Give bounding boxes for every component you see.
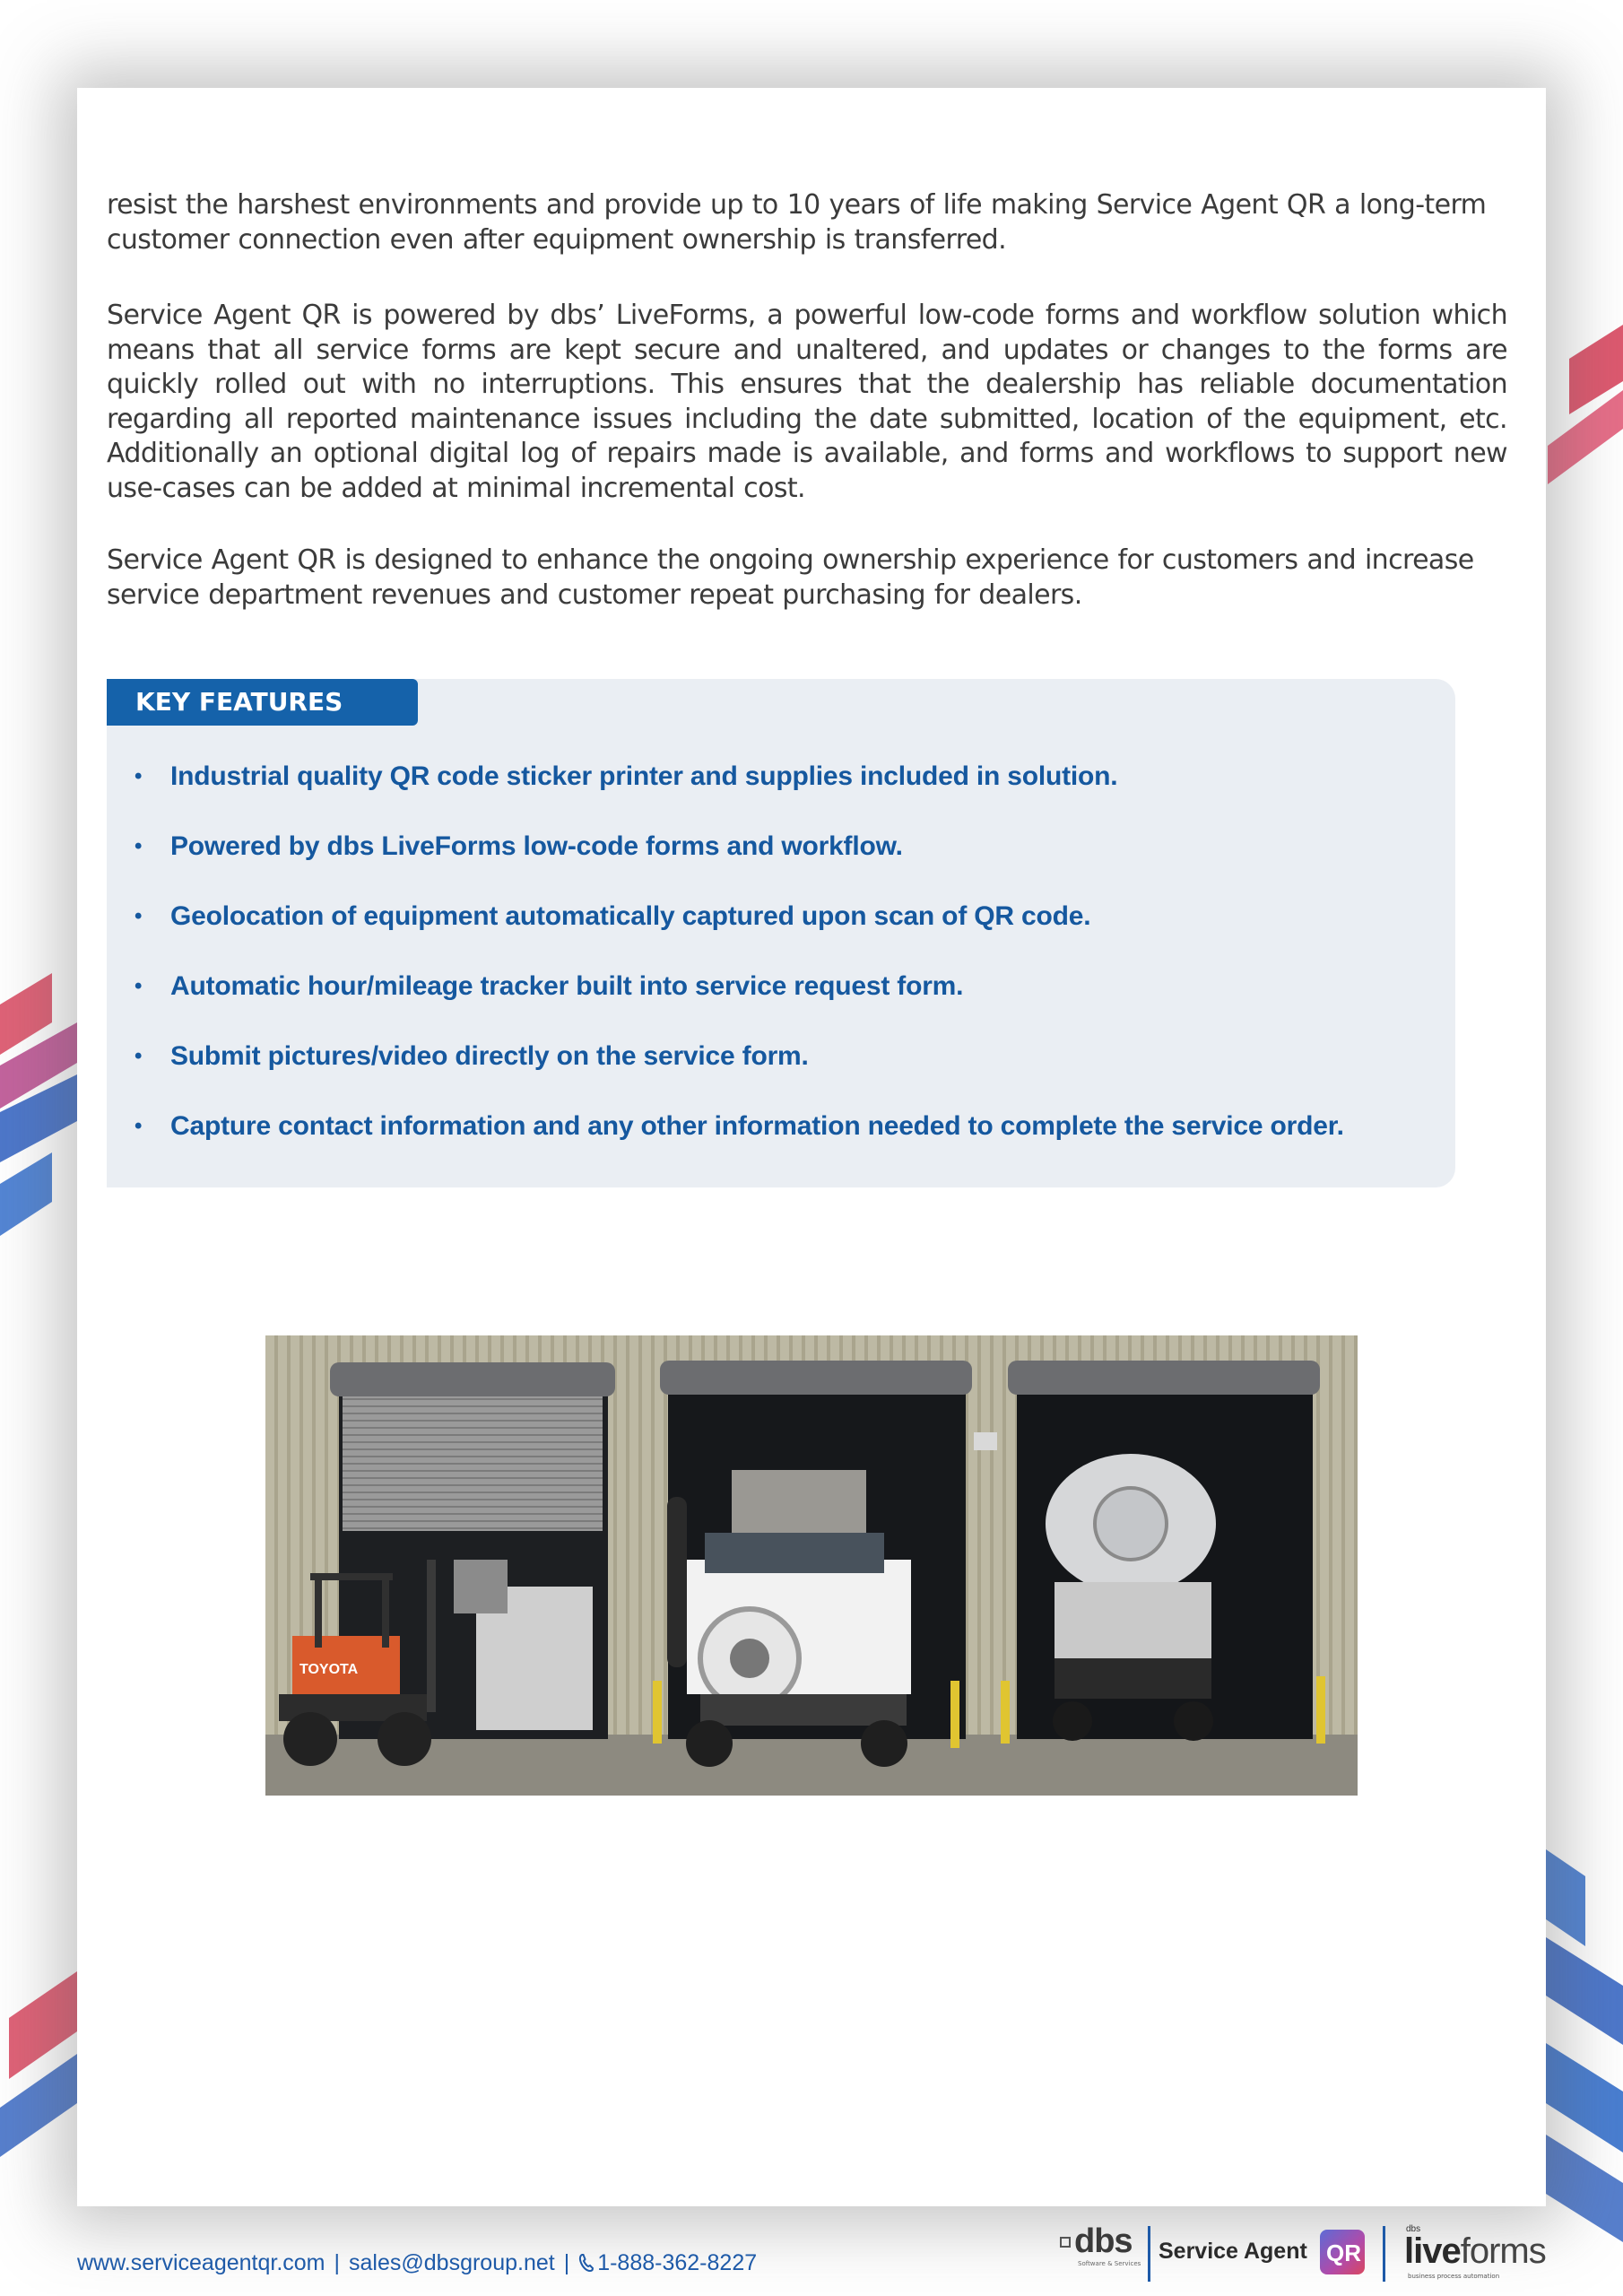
- feature-text: Capture contact information and any other information needed to complete the service order.: [170, 1111, 1344, 1141]
- dbs-logo-glyph: [1060, 2237, 1071, 2248]
- phone-link[interactable]: 1-888-362-8227: [597, 2249, 758, 2275]
- bullet-icon: •: [135, 834, 143, 858]
- feature-text: Submit pictures/video directly on the service form.: [170, 1041, 809, 1071]
- liveforms-logo-forms: forms: [1460, 2231, 1546, 2271]
- email-link[interactable]: sales@dbsgroup.net: [349, 2249, 555, 2275]
- website-link[interactable]: www.serviceagentqr.com: [77, 2249, 325, 2275]
- feature-text: Geolocation of equipment automatically captured upon scan of QR code.: [170, 901, 1091, 931]
- liveforms-paragraph: Service Agent QR is powered by dbs’ LiveForms, a powerful low-code forms and workflow solution which means that all service forms are kept secure and unaltered, and updates or changes to the forms are quickly rolled out with no interruptions. This ensures that the dealership has reliable documentation regarding all reported maintenance issues including the date submitted, location of the equipment, etc. Additionally an optional digital log of repairs made is available, and forms and workflows to support new use-cases can be added at minimal incremental cost.: [107, 300, 1507, 504]
- bullet-icon: •: [135, 974, 143, 998]
- footer-separator: |: [334, 2249, 341, 2275]
- footer-contact: [77, 2245, 757, 2281]
- intro-paragraph: resist the harshest environments and provide up to 10 years of life making Service Agent QR a long-term customer connection even after equipment ownership is transferred.: [107, 189, 1487, 256]
- feature-text: Powered by dbs LiveForms low-code forms and workflow.: [170, 831, 903, 861]
- liveforms-logo-prefix: dbs: [1406, 2224, 1421, 2234]
- liveforms-logo: [1404, 2231, 1546, 2272]
- feature-text: Automatic hour/mileage tracker built into service request form.: [170, 971, 964, 1001]
- footer-separator: |: [563, 2249, 570, 2275]
- key-features-title: KEY FEATURES: [107, 679, 418, 726]
- garage-photo: [265, 1335, 1358, 1796]
- liveforms-logo-live: live: [1404, 2231, 1461, 2271]
- liveforms-tagline: business process automation: [1408, 2273, 1500, 2280]
- bullet-icon: •: [135, 904, 143, 928]
- qr-badge-logo: [1320, 2230, 1365, 2274]
- bullet-icon: •: [135, 764, 143, 788]
- dbs-logo-text: dbs: [1074, 2222, 1133, 2260]
- logo-divider: [1383, 2226, 1385, 2282]
- dbs-logo: [1058, 2222, 1139, 2276]
- service-agent-logo-text: Service Agent: [1159, 2239, 1307, 2264]
- forklift-label: TOYOTA: [299, 1662, 359, 1677]
- logo-divider: [1148, 2226, 1150, 2282]
- bullet-icon: •: [135, 1044, 143, 1068]
- bullet-icon: •: [135, 1114, 143, 1138]
- qr-badge-text: QR: [1326, 2239, 1361, 2266]
- phone-icon: [578, 2253, 595, 2273]
- footer-logos: [1058, 2222, 1560, 2285]
- ownership-paragraph: Service Agent QR is designed to enhance the ongoing ownership experience for customers and increase service department revenues and customer repeat purchasing for dealers.: [107, 544, 1474, 611]
- dbs-logo-subtitle: Software & Services: [1078, 2260, 1141, 2267]
- feature-text: Industrial quality QR code sticker printer and supplies included in solution.: [170, 761, 1118, 791]
